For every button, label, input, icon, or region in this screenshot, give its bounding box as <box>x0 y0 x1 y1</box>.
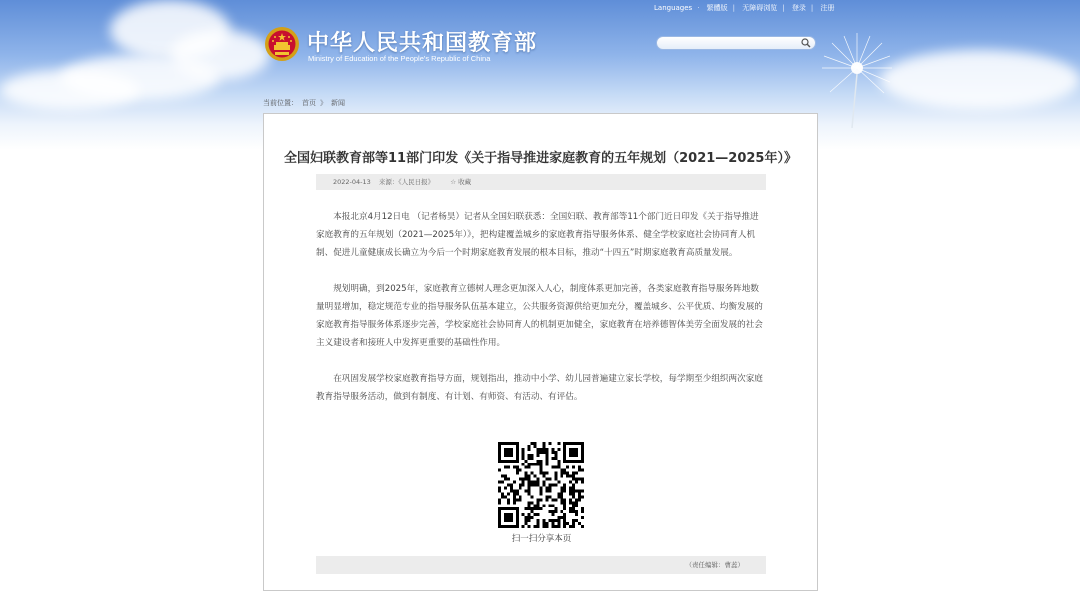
search-box <box>656 36 816 50</box>
site-title[interactable]: 中华人民共和国教育部 <box>307 31 538 56</box>
article-source: 来源：《人民日报》 <box>378 178 435 186</box>
article-paragraph: 本报北京4月12日电 （记者杨昊）记者从全国妇联获悉：全国妇联、教育部等11个部门近日印发《关于指导推进家庭教育的五年规划（2021—2025年）》，把构建覆盖城乡的家庭教育指导服务体系、健全学校家庭社会协同育人机制、促进儿童健康成长确立为今后一个时期家庭教育发展的根本目标，推动“十四五”时期家庭教育高质量发展。 <box>316 212 759 258</box>
separator: | <box>810 4 814 12</box>
article-body <box>316 208 766 424</box>
article-paragraph: 规划明确，到2025年，家庭教育立德树人理念更加深入人心，制度体系更加完善，各类家庭教育指导服务阵地数量明显增加，稳定规范专业的指导服务队伍基本建立，公共服务资源供给更加充分，覆盖城乡、公平优质、均衡发展的家庭教育指导服务体系逐步完善，学校家庭社会协同育人的机制更加健全，家庭教育在培养德智体美劳全面发展的社会主义建设者和接班人中发挥更重要的基础性作用。 <box>316 284 763 348</box>
article-footer-bar <box>316 556 766 574</box>
qr-caption: 扫一扫分享本页 <box>511 534 572 544</box>
languages-link[interactable]: Languages <box>654 4 693 12</box>
traditional-chinese-link[interactable]: 繁體版 <box>706 4 728 12</box>
article-date: 2022-04-13 <box>333 178 371 186</box>
favorite-button[interactable]: ☆ 收藏 <box>450 178 472 186</box>
editor-credit: （责任编辑：曹蕊） <box>685 561 744 569</box>
separator: · <box>697 4 700 12</box>
breadcrumb-prefix: 当前位置： <box>263 99 298 107</box>
accessibility-link[interactable]: 无障碍浏览 <box>742 4 778 12</box>
search-input[interactable] <box>657 44 804 56</box>
search-icon[interactable] <box>801 38 811 48</box>
national-emblem-icon[interactable] <box>264 26 300 62</box>
breadcrumb-separator: 》 <box>320 99 327 107</box>
login-link[interactable]: 登录 <box>791 4 806 12</box>
breadcrumb-home[interactable]: 首页 <box>302 99 316 107</box>
breadcrumb <box>263 98 349 108</box>
dandelion-decoration <box>812 28 902 128</box>
separator: | <box>782 4 785 12</box>
article-paragraph: 在巩固发展学校家庭教育指导方面，规划指出，推动中小学、幼儿园普遍建立家长学校，每学期至少组织两次家庭教育指导服务活动，做到有制度、有计划、有师资、有活动、有评估。 <box>316 374 763 402</box>
article-title: 全国妇联教育部等11部门印发《关于指导推进家庭教育的五年规划（2021—2025年）》 <box>284 151 797 166</box>
article-panel <box>263 113 818 591</box>
site-subtitle: Ministry of Education of the People's Republic of China <box>308 54 491 63</box>
separator: | <box>732 4 736 12</box>
qr-code <box>498 442 584 528</box>
cloud-decoration <box>880 50 1080 110</box>
breadcrumb-news[interactable]: 新闻 <box>331 99 345 107</box>
top-links <box>654 3 839 13</box>
article-meta-bar <box>316 174 766 190</box>
register-link[interactable]: 注册 <box>820 4 835 12</box>
cloud-decoration <box>0 70 140 110</box>
